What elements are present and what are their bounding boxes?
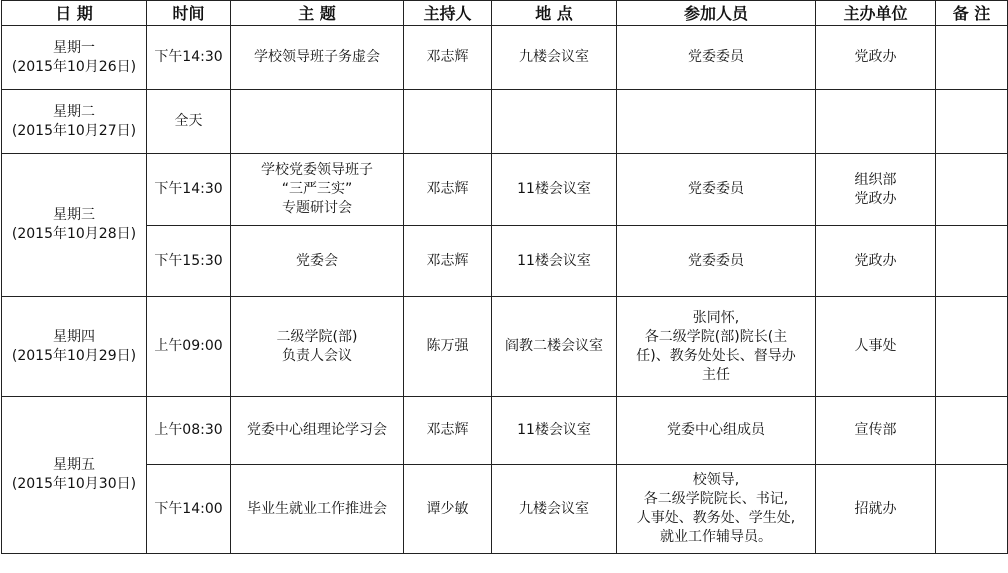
header-note: 备 注 bbox=[936, 1, 1008, 26]
topic-line: 专题研讨会 bbox=[282, 200, 352, 216]
attendees-line: 校领导, bbox=[692, 472, 740, 488]
topic-cell bbox=[231, 26, 404, 90]
table-row bbox=[2, 154, 1008, 226]
attendees-cell bbox=[617, 90, 816, 154]
topic-cell bbox=[231, 297, 404, 397]
topic-cell bbox=[231, 465, 404, 554]
topic-line: 党委会 bbox=[296, 252, 338, 269]
time-cell: 上午08:30 bbox=[147, 397, 231, 465]
time-cell: 上午09:00 bbox=[147, 297, 231, 397]
attendees-cell bbox=[617, 297, 816, 397]
topic-cell bbox=[231, 226, 404, 297]
organizer-cell bbox=[816, 465, 936, 554]
table-row bbox=[2, 90, 1008, 154]
topic-line: 学校党委领导班子 bbox=[261, 162, 373, 178]
day-cell bbox=[2, 90, 147, 154]
table-row bbox=[2, 26, 1008, 90]
day-date: (2015年10月29日) bbox=[11, 347, 137, 364]
place-cell: 九楼会议室 bbox=[492, 465, 617, 554]
topic-line: 毕业生就业工作推进会 bbox=[247, 500, 387, 517]
table-row bbox=[2, 465, 1008, 554]
time-cell: 下午15:30 bbox=[147, 226, 231, 297]
organizer-line: 宣传部 bbox=[854, 422, 897, 438]
attendees-cell bbox=[617, 397, 816, 465]
attendees-line: 党委委员 bbox=[688, 181, 744, 197]
table-row bbox=[2, 297, 1008, 397]
topic-cell bbox=[231, 90, 404, 154]
place-cell bbox=[492, 90, 617, 154]
day-date: (2015年10月27日) bbox=[11, 122, 137, 139]
header-date: 日 期 bbox=[2, 1, 147, 26]
time-cell: 全天 bbox=[147, 90, 231, 154]
header-attendees: 参加人员 bbox=[617, 1, 816, 26]
day-date: (2015年10月28日) bbox=[11, 226, 137, 242]
topic-line: “三严三实” bbox=[281, 181, 353, 197]
day-cell bbox=[2, 26, 147, 90]
header-place: 地 点 bbox=[492, 1, 617, 26]
attendees-cell bbox=[617, 154, 816, 226]
organizer-cell bbox=[816, 297, 936, 397]
place-cell: 阎教二楼会议室 bbox=[492, 297, 617, 397]
host-cell: 谭少敏 bbox=[404, 465, 492, 554]
note-cell bbox=[936, 26, 1008, 90]
table-row bbox=[2, 226, 1008, 297]
organizer-cell bbox=[816, 226, 936, 297]
day-name: 星期二 bbox=[53, 103, 95, 120]
organizer-line: 党政办 bbox=[854, 49, 897, 65]
time-cell: 下午14:30 bbox=[147, 26, 231, 90]
attendees-line: 各二级学院(部)院长(主 bbox=[644, 328, 788, 345]
header-time: 时间 bbox=[147, 1, 231, 26]
attendees-cell bbox=[617, 226, 816, 297]
place-cell: 11楼会议室 bbox=[492, 226, 617, 297]
topic-cell bbox=[231, 154, 404, 226]
day-date: (2015年10月30日) bbox=[11, 476, 137, 492]
host-cell: 邓志辉 bbox=[404, 154, 492, 226]
day-name: 星期四 bbox=[53, 328, 95, 345]
attendees-line: 党委中心组成员 bbox=[667, 422, 765, 438]
organizer-line: 党政办 bbox=[854, 252, 897, 269]
organizer-line: 人事处 bbox=[854, 338, 897, 354]
organizer-cell bbox=[816, 26, 936, 90]
topic-cell bbox=[231, 397, 404, 465]
header-host: 主持人 bbox=[404, 1, 492, 26]
attendees-line: 人事处、教务处、学生处, bbox=[636, 510, 796, 526]
topic-line: 党委中心组理论学习会 bbox=[247, 422, 387, 438]
organizer-line: 组织部 bbox=[854, 171, 897, 188]
note-cell bbox=[936, 90, 1008, 154]
organizer-cell bbox=[816, 90, 936, 154]
attendees-line: 主任 bbox=[702, 366, 730, 383]
note-cell bbox=[936, 397, 1008, 465]
table-row bbox=[2, 397, 1008, 465]
attendees-cell bbox=[617, 26, 816, 90]
header-row bbox=[2, 1, 1008, 26]
organizer-cell bbox=[816, 154, 936, 226]
attendees-line: 各二级学院院长、书记, bbox=[643, 491, 789, 507]
organizer-line: 招就办 bbox=[854, 500, 897, 517]
attendees-line: 党委委员 bbox=[688, 49, 744, 65]
day-date: (2015年10月26日) bbox=[11, 58, 137, 75]
attendees-line: 任)、教务处处长、督导办 bbox=[636, 347, 796, 364]
host-cell: 邓志辉 bbox=[404, 26, 492, 90]
attendees-cell bbox=[617, 465, 816, 554]
organizer-line: 党政办 bbox=[854, 190, 897, 207]
day-name: 星期三 bbox=[53, 207, 95, 223]
note-cell bbox=[936, 465, 1008, 554]
attendees-line: 党委委员 bbox=[688, 252, 744, 269]
day-cell bbox=[2, 297, 147, 397]
time-cell: 下午14:30 bbox=[147, 154, 231, 226]
topic-line: 学校领导班子务虚会 bbox=[254, 49, 380, 65]
day-cell bbox=[2, 397, 147, 554]
note-cell bbox=[936, 297, 1008, 397]
host-cell: 邓志辉 bbox=[404, 226, 492, 297]
host-cell bbox=[404, 90, 492, 154]
organizer-cell bbox=[816, 397, 936, 465]
topic-line: 负责人会议 bbox=[282, 347, 352, 364]
header-topic: 主 题 bbox=[231, 1, 404, 26]
place-cell: 九楼会议室 bbox=[492, 26, 617, 90]
note-cell bbox=[936, 154, 1008, 226]
attendees-line: 张同怀, bbox=[692, 309, 740, 326]
attendees-line: 就业工作辅导员。 bbox=[660, 529, 772, 545]
time-cell: 下午14:00 bbox=[147, 465, 231, 554]
place-cell: 11楼会议室 bbox=[492, 154, 617, 226]
day-cell bbox=[2, 154, 147, 297]
place-cell: 11楼会议室 bbox=[492, 397, 617, 465]
host-cell: 陈万强 bbox=[404, 297, 492, 397]
weekly-meeting-schedule-table bbox=[1, 0, 1008, 554]
note-cell bbox=[936, 226, 1008, 297]
topic-line: 二级学院(部) bbox=[276, 328, 358, 345]
host-cell: 邓志辉 bbox=[404, 397, 492, 465]
header-organizer: 主办单位 bbox=[816, 1, 936, 26]
day-name: 星期一 bbox=[53, 39, 95, 56]
day-name: 星期五 bbox=[53, 457, 95, 473]
